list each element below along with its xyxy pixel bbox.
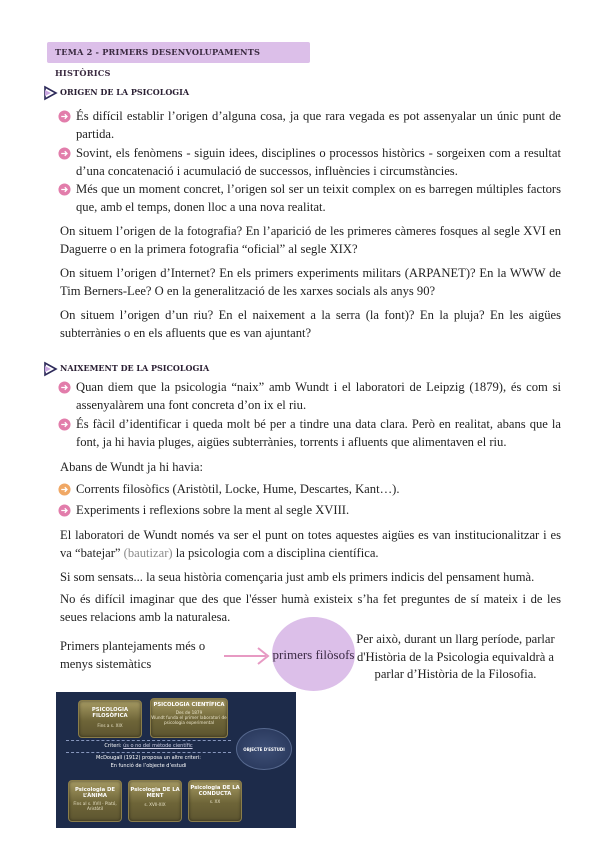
paragraph-preguntes: No és difícil imaginar que des que l'ésser humà existeix s’ha fet preguntes de sí mateix i de les seues relacions amb la naturalesa. (60, 592, 561, 624)
list-item-text: És fàcil d’identificar i queda molt bé per a tindre una data clara. Però en realitat, abans que la font, ja hi havia pluges, aigües subterrànies, torrents i afluents que alimentaven el riu. (76, 417, 561, 449)
list-item (58, 181, 561, 216)
arrow-circle-icon (58, 483, 71, 496)
list-item-text: Quan diem que la psicologia “naix” amb Wundt i el laboratori de Leipzig (1879), és com si assenyalàrem una font concreta d’on ix el riu. (76, 380, 561, 412)
scroll-psicologia-anima (68, 780, 122, 822)
paragraph-laboratori (60, 527, 561, 562)
list-item-text: Sovint, els fenòmens - siguin idees, disciplines o processos històrics - sorgeixen com a resultat d’una concatenació i acumulació de successos, influències i circumstàncies. (76, 146, 561, 178)
scroll-title: PSICOLOGIA CIENTÍFICA (153, 702, 225, 708)
paragraph-riu: On situem l’origen d’un riu? En el naixement a la serra (la font)? En la pluja? En les aigües subterrànies o en els afluents que es van ajuntant? (60, 308, 561, 340)
page-title: TEMA 2 - PRIMERS DESENVOLUPAMENTS HISTÒRICS (47, 42, 310, 63)
scroll-title: Psicologia DE L’ÀNIMA (74, 787, 116, 799)
band-mcdougall: McDougall (1912) proposa un altre criteri: (96, 755, 201, 761)
band-criteri-prefix: Criteri: (104, 743, 122, 749)
scroll-subtitle: s. XVII-XIX (144, 802, 166, 807)
objecte-estudi-oval: OBJECTE D'ESTUDI (236, 728, 292, 770)
scroll-psicologia-conducta (188, 780, 242, 822)
triangle-bullet-icon (42, 85, 58, 101)
list-item (58, 502, 561, 520)
scroll-title: PSICOLOGIA FILOSÒFICA (91, 707, 129, 719)
triangle-bullet-icon (42, 361, 58, 377)
band-objecte: En funció de l’objecte d’estudi (110, 763, 187, 769)
section-heading-origen (42, 83, 189, 101)
scroll-title: Psicologia DE LA MENT (130, 787, 180, 799)
section-heading-label: ORIGEN DE LA PSICOLOGIA (60, 87, 190, 97)
divider (66, 740, 231, 741)
paragraph-internet: On situem l’origen d’Internet? En els primers experiments militars (ARPANET)? En la WWW de Tim Berners-Lee? O en la generalització de les xarxes socials als anys 90? (60, 266, 561, 298)
paragraph-abans-wundt: Abans de Wundt ja hi havia: (60, 460, 204, 474)
list-item-text: És difícil establir l’origen d’alguna cosa, ja que rara vegada es pot assenyalar un únic punt de partida. (76, 109, 561, 141)
list-item (58, 108, 561, 143)
scroll-subtitle: Des de 1879 (175, 710, 203, 715)
band-criteri (56, 743, 241, 750)
right-arrow-icon (222, 641, 272, 671)
list-item (58, 416, 561, 451)
list-item-text: Més que un moment concret, l’origen sol ser un teixit complex on es barregen múltiples factors que, amb el temps, donen lloc a una nova realitat. (76, 182, 561, 214)
list-item-text: Corrents filosòfics (Aristòtil, Locke, Hume, Descartes, Kant…). (76, 482, 400, 496)
list-item (58, 379, 561, 414)
paragraph-sensats: Si som sensats... la seua història començaria just amb els primers indicis del pensament humà. (60, 570, 535, 584)
scroll-subtitle: s. XX (209, 799, 221, 804)
flow-left-text: Primers plantejaments més o menys sistemàtics (60, 639, 206, 671)
band-criteri-method: ús o no del mètode científic (123, 743, 193, 749)
list-item (58, 145, 561, 180)
arrow-circle-icon (58, 110, 71, 123)
flow-right-text: Per això, durant un llarg període, parlar d'Història de la Psicologia equivaldrà a parlar d’Història de la Filosofia. (356, 632, 555, 681)
arrow-circle-icon (58, 418, 71, 431)
section-heading-naixement (42, 359, 209, 377)
arrow-circle-icon (58, 504, 71, 517)
scroll-psicologia-ment (128, 780, 182, 822)
scroll-subtitle: Fins a s. XIX (97, 723, 123, 728)
scroll-psicologia-filosofica (78, 700, 142, 738)
psychology-history-diagram (56, 692, 296, 828)
paragraph-fotografia: On situem l’origen de la fotografia? En l’aparició de les primeres càmeres fosques al segle XVI en Daguerre o en la primera fotografia “oficial” al segle XIX? (60, 224, 561, 256)
scroll-title: Psicologia DE LA CONDUCTA (190, 785, 240, 797)
scroll-psicologia-cientifica (150, 698, 228, 738)
scroll-note: Wundt funda el primer laboratori de psicologia experimental (151, 715, 227, 725)
divider (66, 752, 231, 753)
lab-text-end: la psicologia com a disciplina científica. (175, 545, 379, 560)
list-item (58, 481, 561, 499)
lab-text-start: El laboratori de Wundt només va ser el punt on totes aquestes aigües es van institucionalitzar i es va “batejar” (60, 528, 561, 560)
arrow-circle-icon (58, 183, 71, 196)
lab-text-gloss: (bautizar) (123, 545, 173, 560)
scroll-subtitle: Fins al s. XVII · Plató, Aristòtil (73, 801, 117, 811)
arrow-circle-icon (58, 381, 71, 394)
section-heading-label: NAIXEMENT DE LA PSICOLOGIA (60, 363, 210, 373)
list-item-text: Experiments i reflexions sobre la ment al segle XVIII. (76, 503, 350, 517)
arrow-circle-icon (58, 147, 71, 160)
primers-filosofs-bubble: primers filòsofs (272, 617, 355, 691)
